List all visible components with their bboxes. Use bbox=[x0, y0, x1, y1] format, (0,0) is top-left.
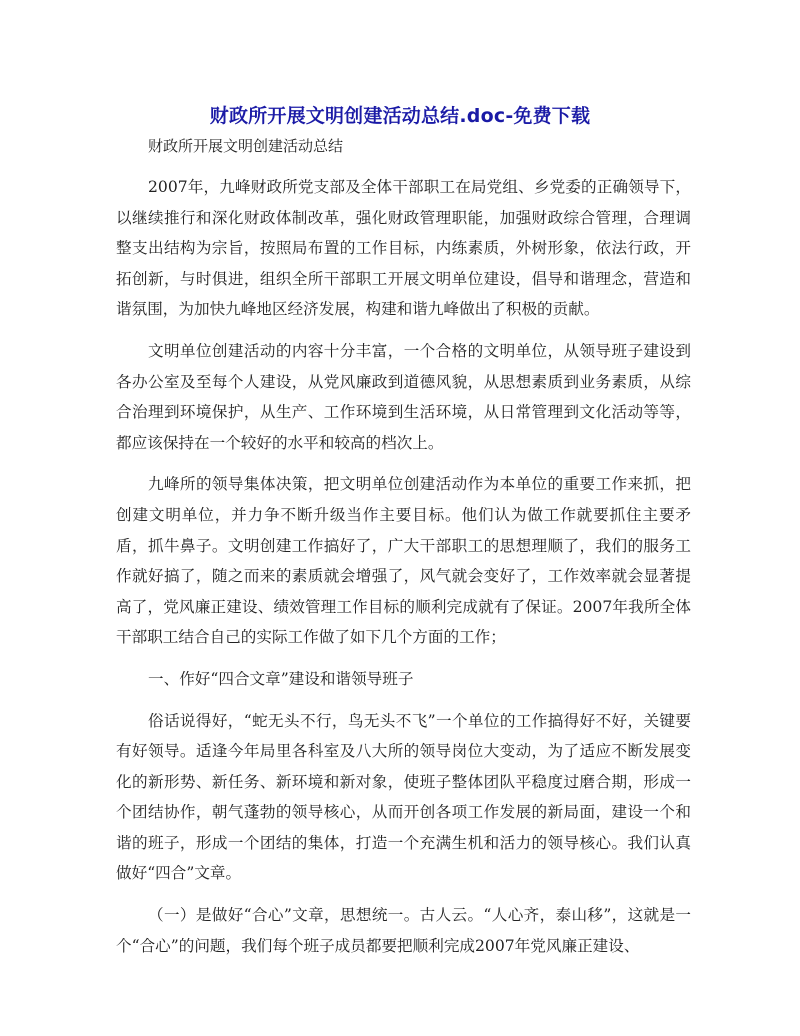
document-body bbox=[116, 172, 691, 972]
paragraph-3: 九峰所的领导集体决策，把文明单位创建活动作为本单位的重要工作来抓，把创建文明单位，并力争不断升级当作主要目标。他们认为做工作就要抓住主要矛盾，抓牛鼻子。文明创建工作搞好了，广大干部职工的思想理顺了，我们的服务工作就好搞了，随之而来的素质就会增强了，风气就会变好了，工作效率就会显著提高了，党风廉正建设、绩效管理工作目标的顺利完成就有了保证。2007年我所全体干部职工结合自己的实际工作做了如下几个方面的工作； bbox=[116, 475, 691, 647]
paragraph-2: 文明单位创建活动的内容十分丰富，一个合格的文明单位，从领导班子建设到各办公室及至每个人建设，从党风廉政到道德风貌，从思想素质到业务素质，从综合治理到环境保护，从生产、工作环境到生活环境，从日常管理到文化活动等等，都应该保持在一个较好的水平和较高的档次上。 bbox=[116, 341, 691, 452]
document-title: 财政所开展文明创建活动总结.doc-免费下载 bbox=[209, 105, 591, 127]
paragraph-1: 2007年，九峰财政所党支部及全体干部职工在局党组、乡党委的正确领导下，以继续推行和深化财政体制改革，强化财政管理职能，加强财政综合管理，合理调整支出结构为宗旨，按照局布置的工作目标，内练素质，外树形象，依法行政，开拓创新，与时俱进，组织全所干部职工开展文明单位建设，倡导和谐理念，营造和谐氛围，为加快九峰地区经济发展，构建和谐九峰做出了积极的贡献。 bbox=[116, 178, 691, 319]
paragraph-5: （一）是做好“合心”文章，思想统一。古人云。“人心齐，泰山移”，这就是一个“合心”的问题，我们每个班子成员都要把顺利完成2007年党风廉正建设、 bbox=[116, 906, 691, 955]
paragraph-4: 俗话说得好，“蛇无头不行，鸟无头不飞”一个单位的工作搞得好不好，关键要有好领导。适逢今年局里各科室及八大所的领导岗位大变动，为了适应不断发展变化的新形势、新任务、新环境和新对象，使班子整体团队平稳度过磨合期，形成一个团结协作，朝气蓬勃的领导核心，从而开创各项工作发展的新局面，建设一个和谐的班子，形成一个团结的集体，打造一个充满生机和活力的领导核心。我们认真做好“四合”文章。 bbox=[116, 711, 691, 883]
section-heading: 一、作好“四合文章”建设和谐领导班子 bbox=[148, 669, 414, 688]
document-subtitle: 财政所开展文明创建活动总结 bbox=[148, 137, 344, 155]
